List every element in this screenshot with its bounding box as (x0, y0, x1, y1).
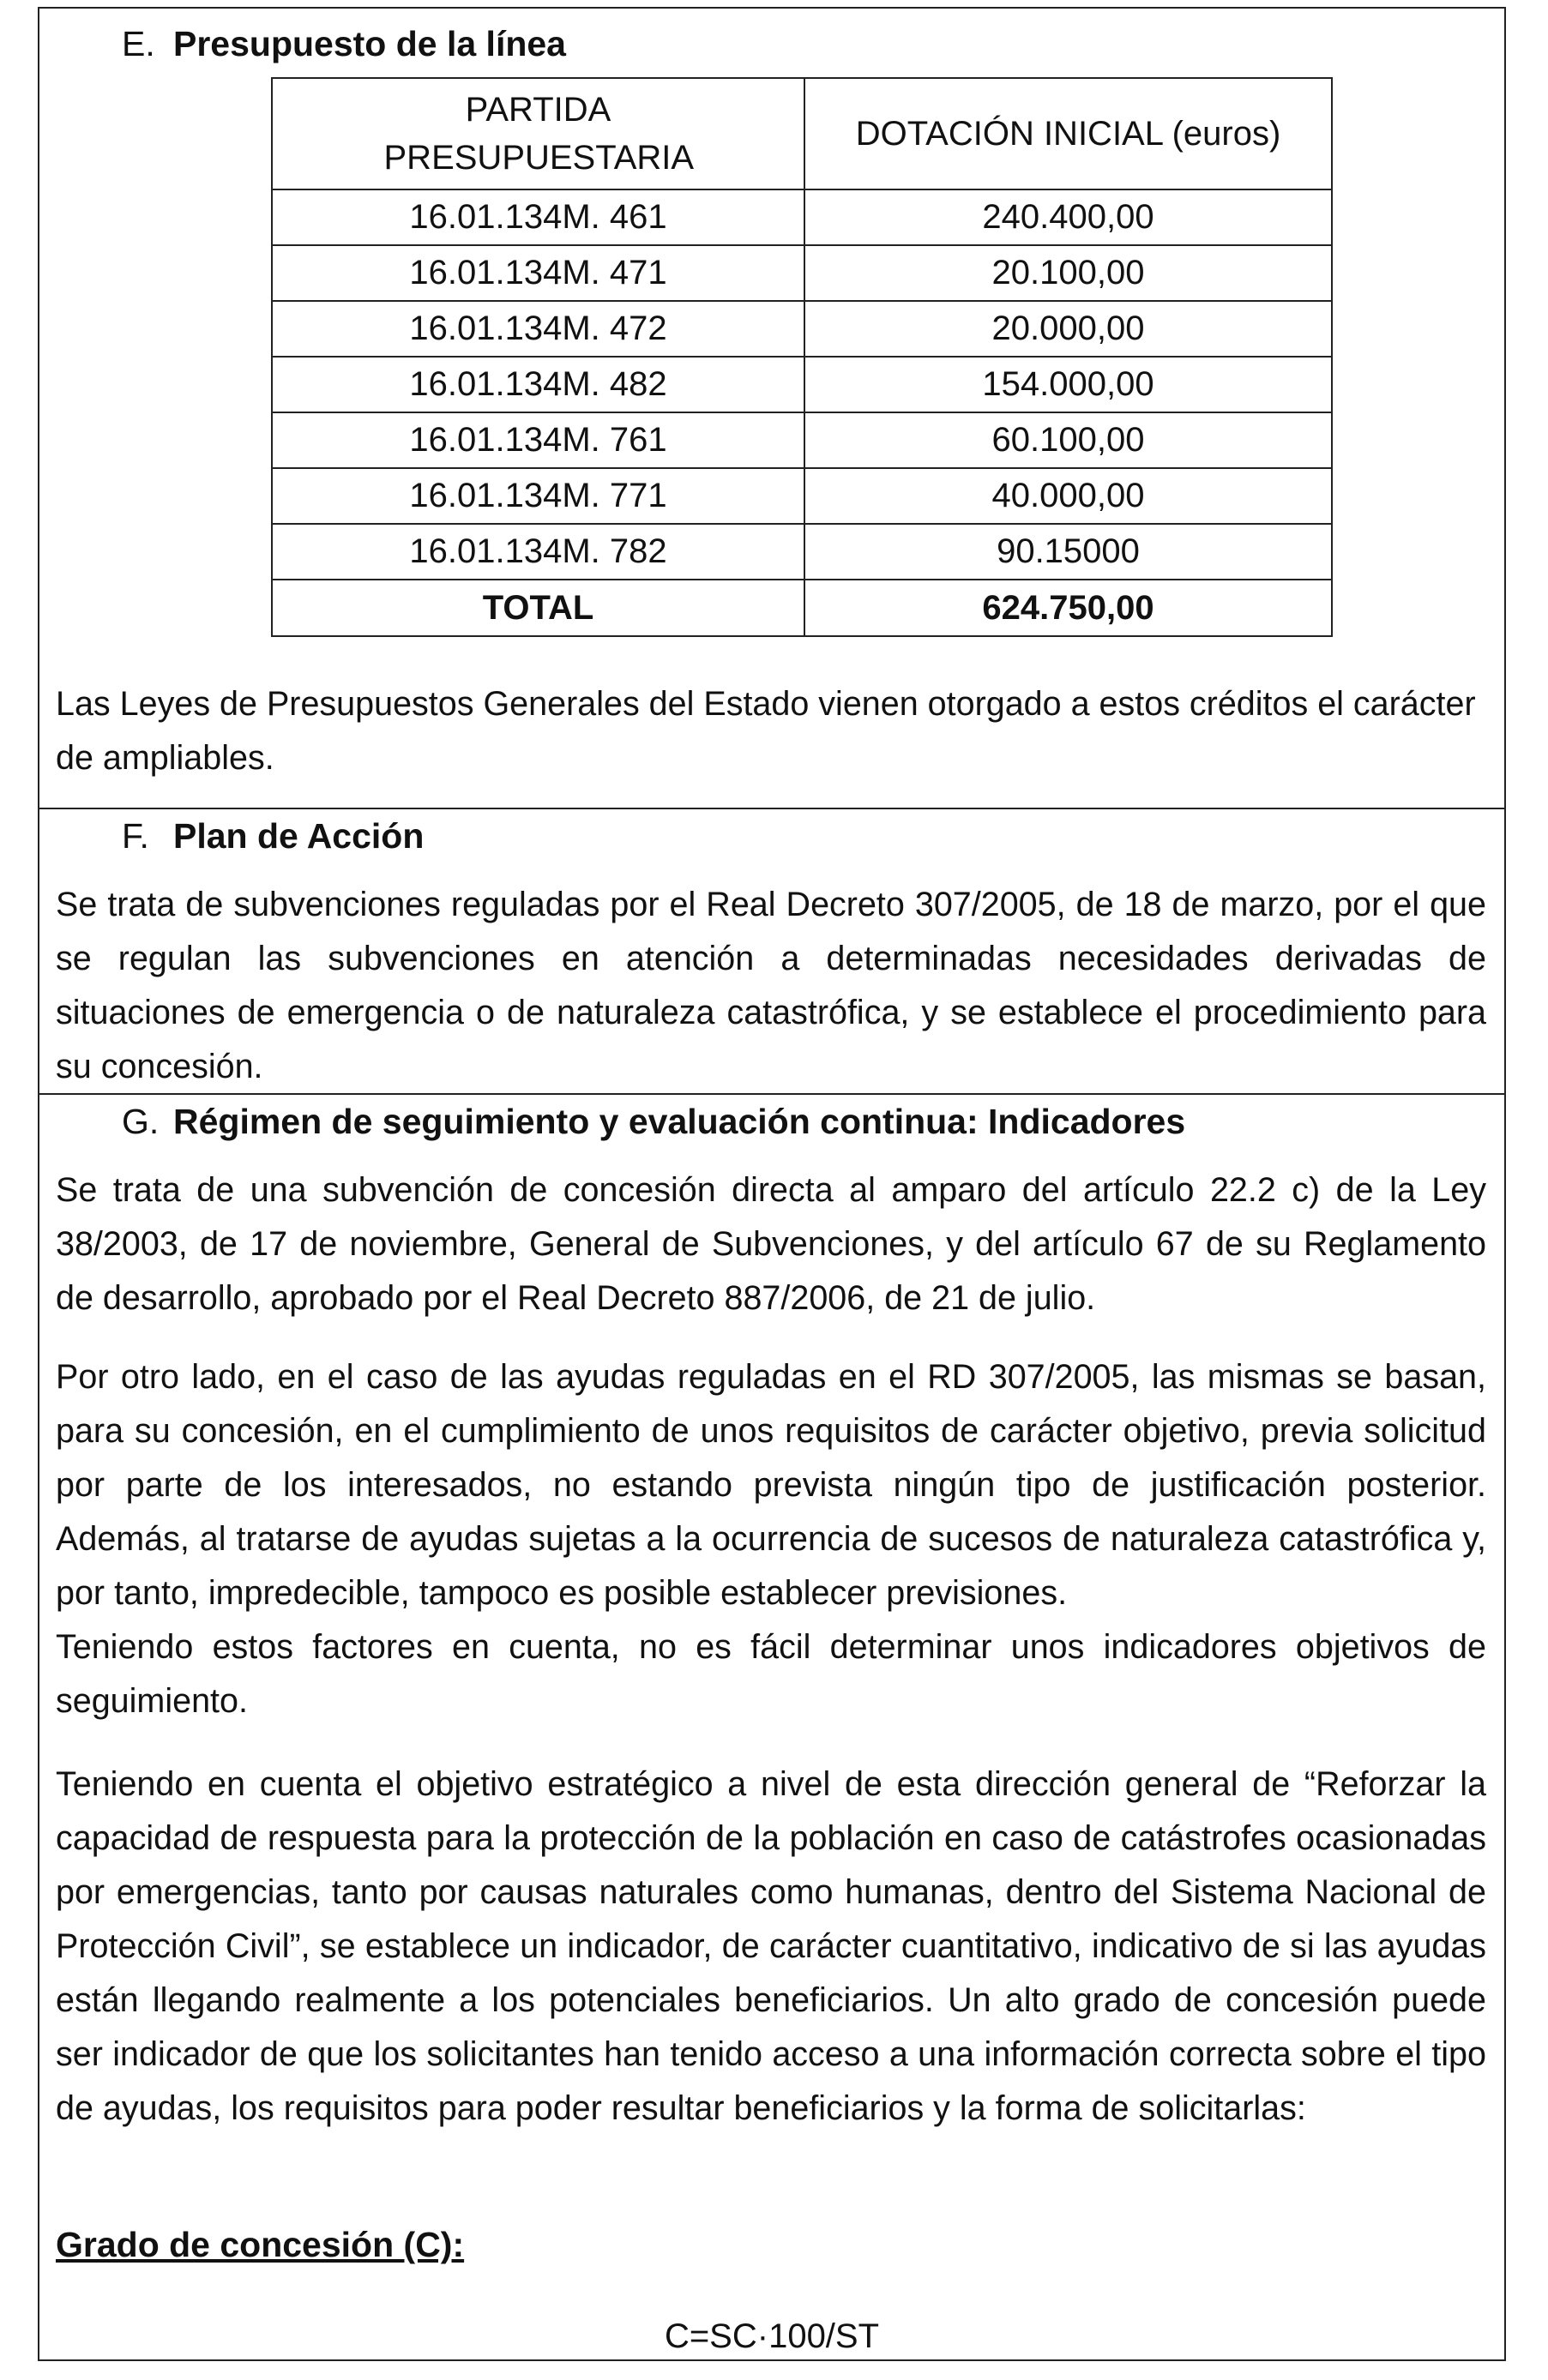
cell-dotacion: 154.000,00 (804, 357, 1332, 412)
section-g-paragraph-2: Por otro lado, en el caso de las ayudas reguladas en el RD 307/2005, las mismas se basan, para su concesión, en el cumplimiento de unos requisitos de carácter objetivo, previa solicitud por parte de los interesados, no estando prevista ningún tipo de justificación posterior. Además, al tratarse de ayudas sujetas a la ocurrencia de sucesos de naturaleza catastrófica y, por tanto, impredecible, tampoco es posible establecer previsiones. (56, 1358, 1486, 1612)
cell-partida: 16.01.134M. 461 (272, 189, 804, 245)
indicator-formula: C=SC·100/ST (664, 2317, 880, 2355)
section-e-letter: E. (122, 24, 155, 63)
cell-partida: 16.01.134M. 771 (272, 468, 804, 524)
table-row (272, 245, 1332, 301)
col-header-dotacion: DOTACIÓN INICIAL (euros) (804, 78, 1332, 189)
total-label: TOTAL (272, 580, 804, 636)
total-value: 624.750,00 (804, 580, 1332, 636)
section-f-letter: F. (122, 816, 149, 856)
section-e-budget (39, 9, 1504, 809)
cell-dotacion: 240.400,00 (804, 189, 1332, 245)
indicator-heading: Grado de concesión (C): (56, 2225, 465, 2264)
section-e-title: Presupuesto de la línea (173, 24, 566, 63)
cell-partida: 16.01.134M. 472 (272, 301, 804, 357)
table-row (272, 468, 1332, 524)
cell-dotacion: 60.100,00 (804, 412, 1332, 468)
table-row (272, 412, 1332, 468)
budget-table-header-row (272, 78, 1332, 189)
cell-partida: 16.01.134M. 761 (272, 412, 804, 468)
section-g-paragraph-3: Teniendo estos factores en cuenta, no es fácil determinar unos indicadores objetivos de seguimiento. (56, 1628, 1486, 1720)
section-g-paragraph-1: Se trata de una subvención de concesión directa al amparo del artículo 22.2 c) de la Ley 38/2003, de 17 de noviembre, General de Subvenciones, y del artículo 67 de su Reglamento de desarrollo, aprobado por el Real Decreto 887/2006, de 21 de julio. (56, 1171, 1486, 1317)
col-header-partida: PARTIDA PRESUPUESTARIA (272, 78, 804, 189)
cell-dotacion: 40.000,00 (804, 468, 1332, 524)
document-page (38, 7, 1506, 2361)
cell-dotacion: 20.000,00 (804, 301, 1332, 357)
cell-dotacion: 20.100,00 (804, 245, 1332, 301)
section-g-paragraph-4: Teniendo en cuenta el objetivo estratégico a nivel de esta dirección general de “Reforzar la capacidad de respuesta para la protección de la población en caso de catástrofes ocasionadas por emergencias, tanto por causas naturales como humanas, dentro del Sistema Nacional de Protección Civil”, se establece un indicador, de carácter cuantitativo, indicativo de si las ayudas están llegando realmente a los potenciales beneficiarios. Un alto grado de concesión puede ser indicador de que los solicitantes han tenido acceso a una información correcta sobre el tipo de ayudas, los requisitos para poder resultar beneficiarios y la forma de solicitarlas: (56, 1765, 1486, 2127)
section-f-title: Plan de Acción (173, 816, 425, 856)
section-f-plan (39, 808, 1504, 1095)
cell-dotacion: 90.15000 (804, 524, 1332, 580)
section-g-title: Régimen de seguimiento y evaluación continua: Indicadores (173, 1102, 1186, 1141)
section-e-heading (122, 22, 566, 65)
budget-table (271, 77, 1333, 637)
cell-partida: 16.01.134M. 471 (272, 245, 804, 301)
section-f-heading (122, 814, 424, 857)
table-row (272, 189, 1332, 245)
table-row (272, 357, 1332, 412)
section-g-indicators (39, 1093, 1504, 2359)
table-total-row (272, 580, 1332, 636)
section-e-note: Las Leyes de Presupuestos Generales del Estado vienen otorgado a estos créditos el carácter de ampliables. (56, 685, 1476, 777)
cell-partida: 16.01.134M. 782 (272, 524, 804, 580)
section-f-paragraph: Se trata de subvenciones reguladas por el Real Decreto 307/2005, de 18 de marzo, por el que se regulan las subvenciones en atención a determinadas necesidades derivadas de situaciones de emergencia o de naturaleza catastrófica, y se establece el procedimiento para su concesión. (56, 886, 1486, 1085)
section-g-heading (122, 1100, 1185, 1143)
section-g-letter: G. (122, 1102, 160, 1141)
table-row (272, 524, 1332, 580)
table-row (272, 301, 1332, 357)
cell-partida: 16.01.134M. 482 (272, 357, 804, 412)
